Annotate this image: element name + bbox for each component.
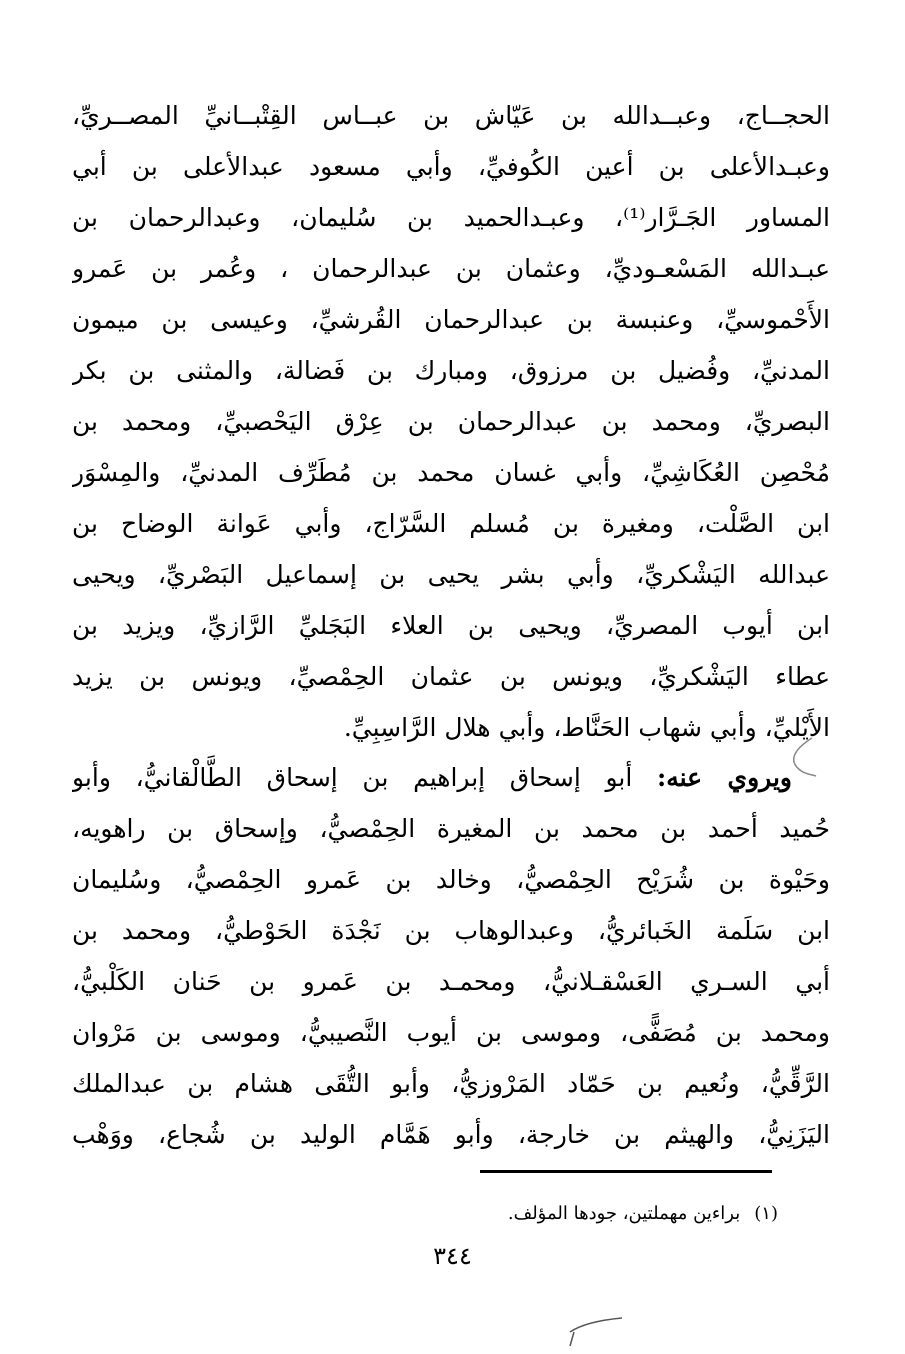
text-line: وحَيْوة بن شُرَيْح الحِمْصيُّ، وخالد بن عَمرو الحِمْصيُّ، وسُليمان bbox=[72, 865, 830, 894]
footnote-separator bbox=[480, 1170, 772, 1173]
footnote bbox=[400, 1200, 778, 1228]
text-line: البصريِّ، ومحمد بن عبدالرحمان بن عِرْق اليَحْصبيِّ، ومحمد بن bbox=[72, 407, 830, 436]
text-line: الأَيْليِّ، وأبي شهاب الحَنَّاط، وأبي هلال الرَّاسِبِيِّ. bbox=[343, 713, 830, 742]
text-line: ومحمد بن مُصَفًّى، وموسى بن أيوب النَّصيبيُّ، وموسى بن مَرْوان bbox=[72, 1018, 830, 1047]
text-line: اليَزَنِيُّ، والهيثم بن خارجة، وأبو هَمَّام الوليد بن شُجاع، ووَهْب bbox=[72, 1120, 830, 1149]
text-line: مُحْصِن العُكَاشِيِّ، وأبي غسان محمد بن مُطَرِّف المدنيِّ، والمِسْوَر bbox=[72, 458, 830, 487]
text-line: عبـدالله المَسْعـوديِّ، وعثمان بن عبدالرحمان ، وعُمر بن عَمرو bbox=[72, 254, 830, 283]
text-line: المدنيِّ، وفُضيل بن مرزوق، ومبارك بن فَضالة، والمثنى بن بكر bbox=[72, 356, 830, 385]
text-line: حُميد أحمد بن محمد بن المغيرة الحِمْصيُّ، وإسحاق بن راهويه، bbox=[72, 814, 830, 843]
footnote-text: براءين مهملتين، جودها المؤلف. bbox=[507, 1203, 741, 1224]
text-line: أبي السـري العَسْقـلانيُّ، ومحمـد بن عَمرو بن حَنان الكَلْبيُّ، bbox=[72, 967, 830, 996]
text-line: الرَّقِّيُّ، ونُعيم بن حَمّاد المَرْوزيُّ، وأبو التُّقَى هشام بن عبدالملك bbox=[72, 1069, 830, 1098]
footnote-number: (١) bbox=[754, 1203, 778, 1224]
paragraph-students bbox=[72, 752, 830, 1160]
page-number: ٣٤٤ bbox=[433, 1242, 472, 1270]
text-line: المساور الجَـرَّار⁽¹⁾، وعبـدالحميد بن سُليمان، وعبدالرحمان بن bbox=[72, 203, 830, 232]
text-run: أبو إسحاق إبراهيم بن إسحاق الطَّالْقانيُّ، وأبو bbox=[72, 763, 657, 792]
text-line: الأَحْموسيِّ، وعنبسة بن عبدالرحمان القُرشيِّ، وعيسى بن ميمون bbox=[72, 305, 830, 334]
text-line: عطاء اليَشْكريِّ، ويونس بن عثمان الحِمْصيِّ، ويونس بن يزيد bbox=[72, 662, 830, 691]
text-line: عبدالله اليَشْكريِّ، وأبي بشر يحيى بن إسماعيل البَصْريِّ، ويحيى bbox=[72, 560, 830, 589]
text-line: وعبـدالأعلى بن أعين الكُوفيِّ، وأبي مسعود عبدالأعلى بن أبي bbox=[72, 152, 830, 181]
paragraph-teachers bbox=[72, 90, 830, 753]
text-line: ابن الصَّلْت، ومغيرة بن مُسلم السَّرّاج، وأبي عَوانة الوضاح بن bbox=[72, 509, 830, 538]
text-line bbox=[72, 752, 830, 803]
text-line: الحجــاج، وعبــدالله بن عَيّاش بن عبــاس القِتْبــانيِّ المصــريِّ، bbox=[72, 101, 830, 130]
text-line: ابن سَلَمة الخَبائريُّ، وعبدالوهاب بن نَجْدَة الحَوْطيُّ، ومحمد بن bbox=[72, 916, 830, 945]
paragraph-lead: ويروي عنه: bbox=[657, 763, 792, 792]
text-line: ابن أيوب المصريِّ، ويحيى بن العلاء البَجَليِّ الرَّازيِّ، ويزيد بن bbox=[72, 611, 830, 640]
scan-mark-icon bbox=[560, 1310, 630, 1350]
margin-mark-icon bbox=[782, 730, 822, 780]
